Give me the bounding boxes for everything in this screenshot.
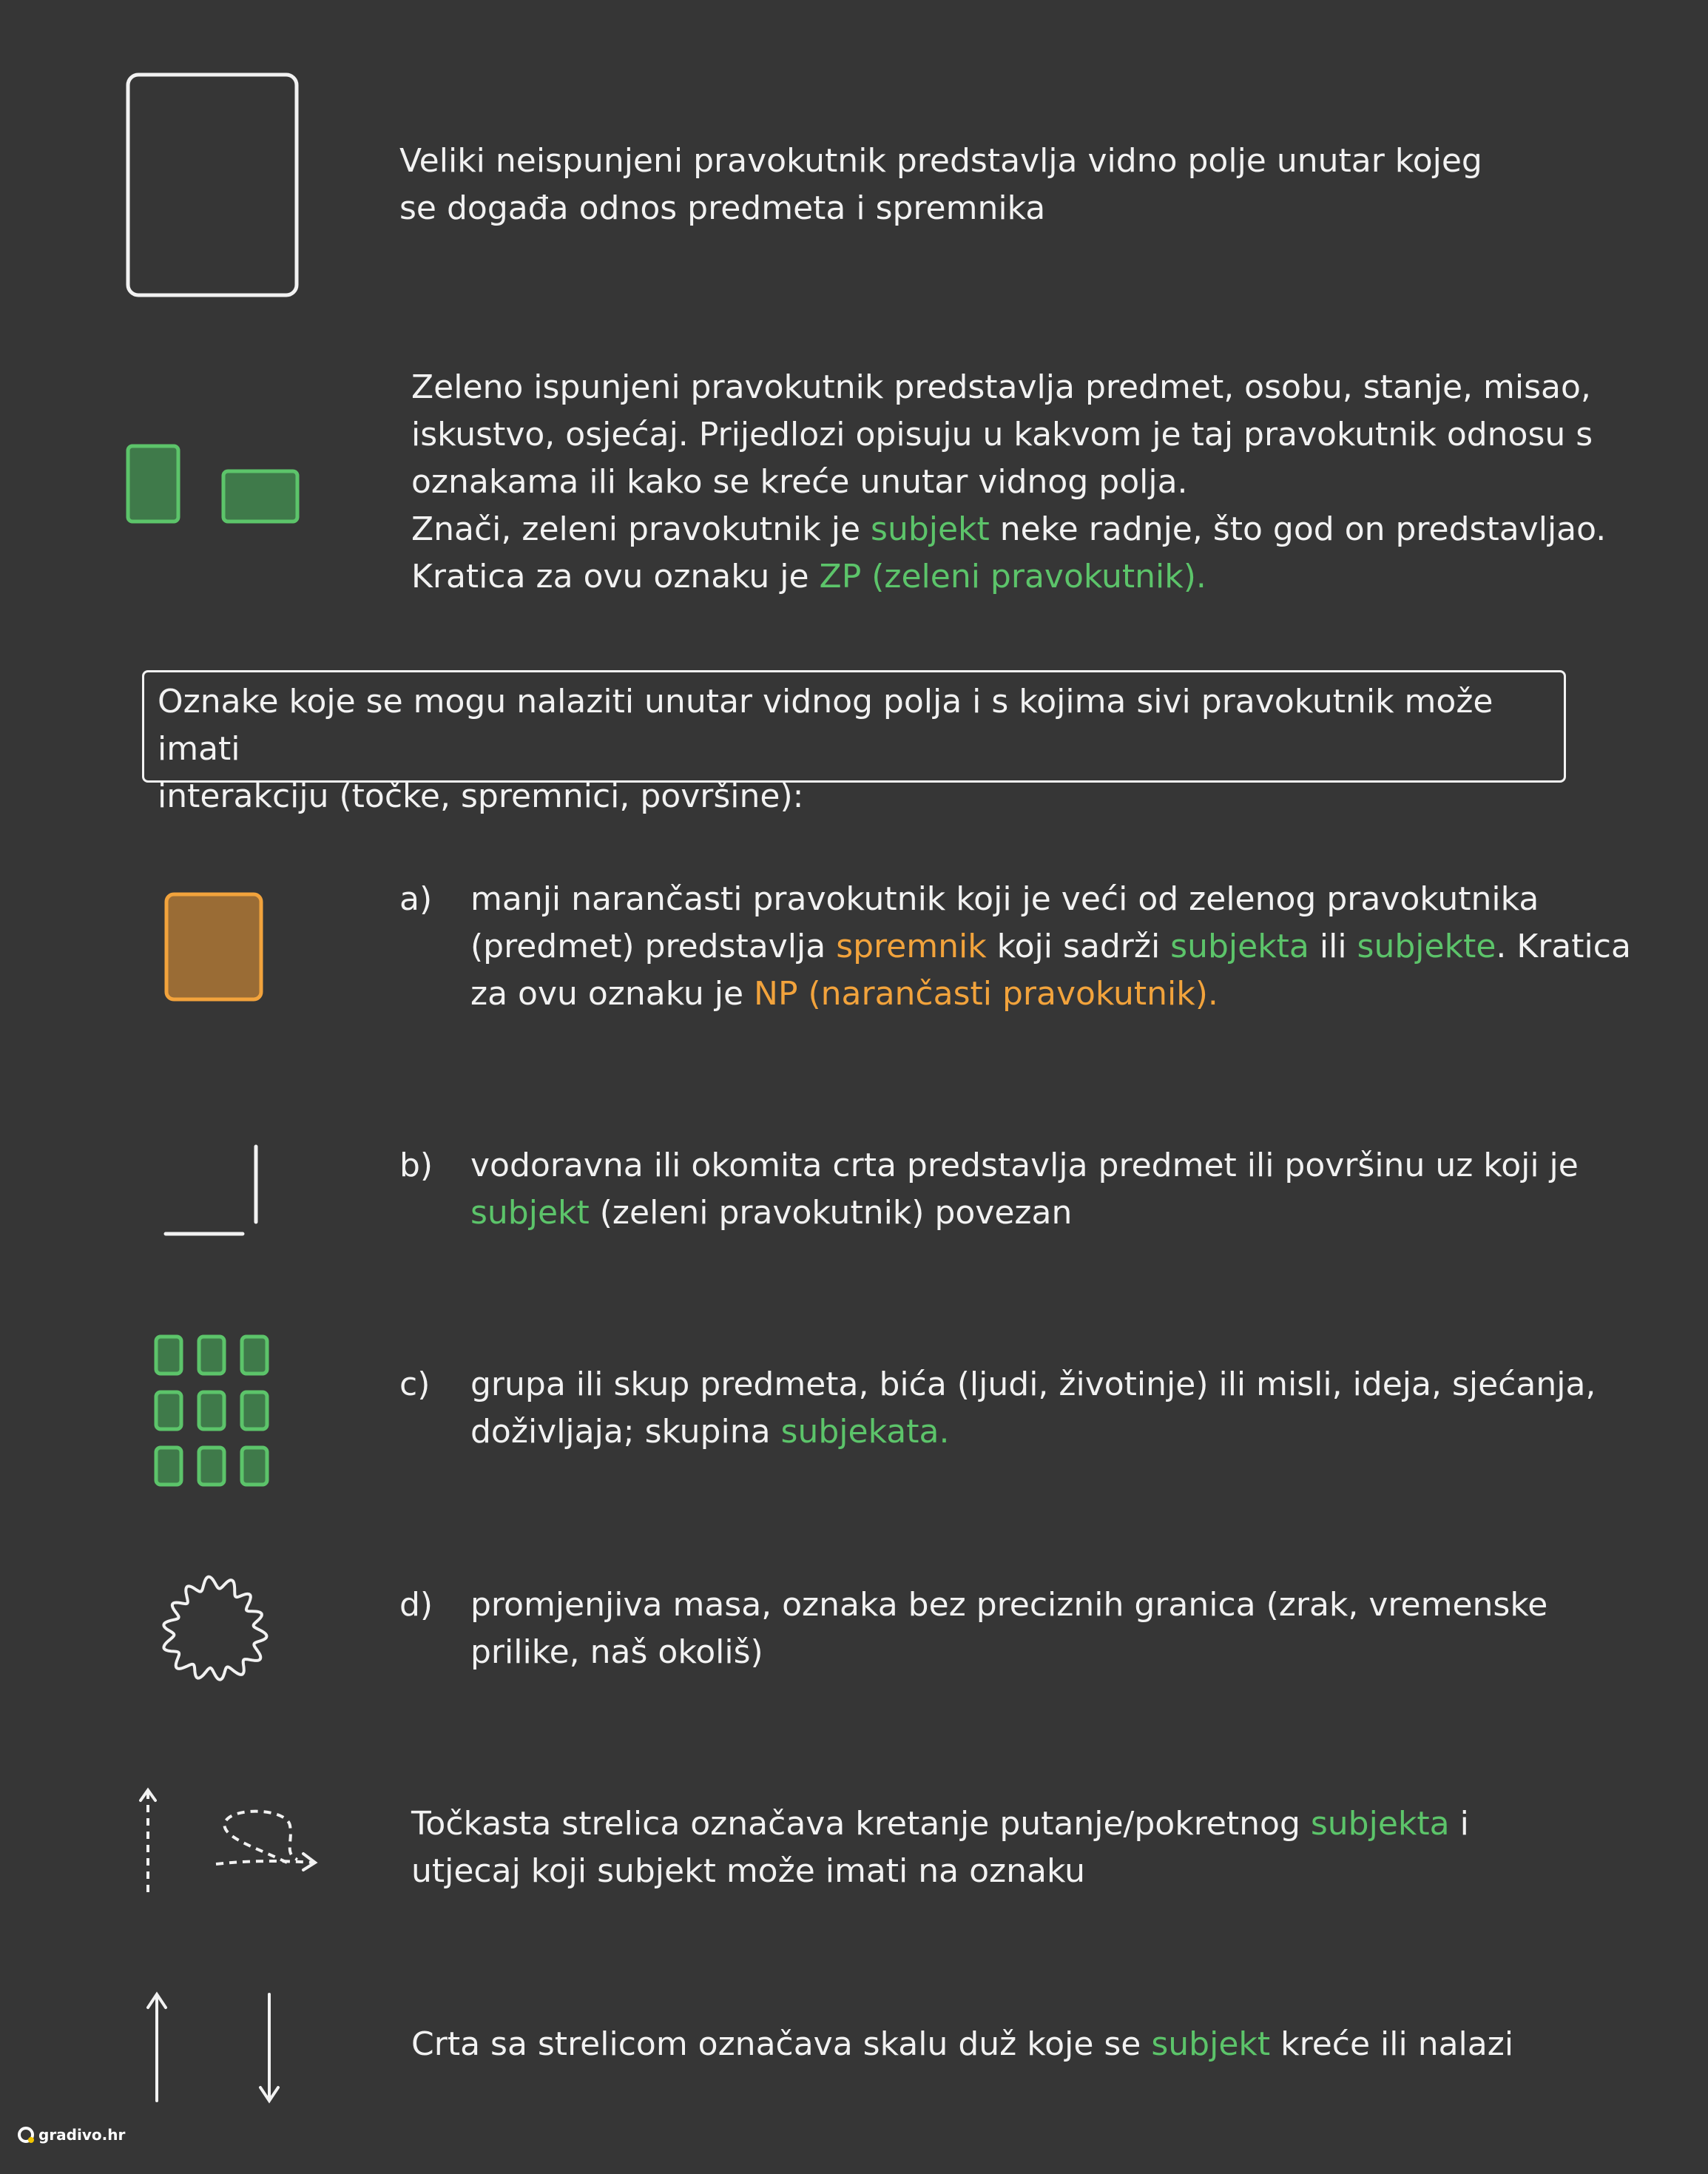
green-line-4: Znači, zeleni pravokutnik je subjekt neke radnje, što god on predstavljao.	[411, 510, 1607, 548]
item-d-text	[470, 1581, 1669, 1676]
grid-cell	[242, 1448, 267, 1485]
item-c-text	[470, 1361, 1669, 1456]
subjekte-highlight: subjekte	[1357, 928, 1496, 965]
subjekt-highlight: subjekt	[470, 1194, 590, 1232]
subjekt-highlight: subjekt	[1151, 2025, 1271, 2063]
spremnik-highlight: spremnik	[836, 928, 987, 965]
dotted-line-1: Točkasta strelica označava kretanje putanje/pokretnog subjekta i	[411, 1805, 1469, 1843]
green-line-2: iskustvo, osjećaj. Prijedlozi opisuju u kakvom je taj pravokutnik odnosu s	[411, 416, 1593, 453]
gradivo-logo-icon	[18, 2127, 34, 2143]
item-d-marker: d)	[399, 1586, 433, 1624]
item-b-marker: b)	[399, 1147, 433, 1184]
item-a-line-3: za ovu oznaku je NP (narančasti pravokutnik).	[470, 975, 1218, 1013]
item-d-line-2: prilike, naš okoliš)	[470, 1633, 763, 1671]
grid-cell	[156, 1337, 181, 1374]
grid-cell	[199, 1337, 224, 1374]
dotted-arrows-icon	[139, 1786, 324, 1897]
green-rectangles-icon	[126, 444, 303, 525]
grid-cell	[242, 1337, 267, 1374]
subjekt-highlight: subjekt	[871, 510, 990, 548]
item-a-line-2: (predmet) predstavlja spremnik koji sadrži subjekta ili subjekte. Kratica	[470, 928, 1631, 965]
logo-text: gradivo.hr	[38, 2126, 126, 2144]
line-surface-icon	[164, 1144, 260, 1237]
zp-highlight: ZP (zeleni pravokutnik).	[819, 558, 1206, 595]
empty-rectangle-icon	[126, 72, 300, 297]
orange-rectangle-icon	[164, 892, 263, 1002]
green-line-5: Kratica za ovu oznaku je ZP (zeleni pravokutnik).	[411, 558, 1206, 595]
field-line-2: se događa odnos predmeta i spremnika	[399, 189, 1046, 227]
field-description	[399, 138, 1583, 232]
grid-cell	[242, 1392, 267, 1429]
green-description	[411, 364, 1669, 601]
np-highlight: NP (narančasti pravokutnik).	[754, 975, 1218, 1013]
field-line-1: Veliki neispunjeni pravokutnik predstavlja vidno polje unutar kojeg	[399, 142, 1482, 180]
gradivo-logo[interactable]	[18, 2126, 125, 2144]
item-b-line-2: subjekt (zeleni pravokutnik) povezan	[470, 1194, 1073, 1232]
subjekta-highlight: subjekta	[1310, 1805, 1450, 1843]
boxed-note	[142, 670, 1566, 815]
item-a-marker: a)	[399, 880, 433, 918]
item-c-line-2: doživljaja; skupina subjekata.	[470, 1413, 950, 1451]
item-a-text	[470, 876, 1669, 1018]
scale-line-1: Crta sa strelicom označava skalu duž koje se subjekt kreće ili nalazi	[411, 2025, 1514, 2063]
boxed-note-line-1: Oznake koje se mogu nalaziti unutar vidnog polja i s kojima sivi pravokutnik može imati	[158, 683, 1493, 768]
scale-arrows-icon	[145, 1990, 286, 2107]
scale-description	[411, 2021, 1669, 2068]
item-c-marker: c)	[399, 1365, 431, 1403]
item-b-line-1: vodoravna ili okomita crta predstavlja predmet ili površinu uz koji je	[470, 1147, 1579, 1184]
item-a-line-1: manji narančasti pravokutnik koji je veći od zelenog pravokutnika	[470, 880, 1539, 918]
subjekata-highlight: subjekata.	[780, 1413, 950, 1451]
dotted-line-2: utjecaj koji subjekt može imati na oznaku	[411, 1852, 1085, 1890]
boxed-note-line-2: interakciju (točke, spremnici, površine):	[158, 777, 804, 815]
wavy-blob-icon	[157, 1573, 272, 1688]
grid-cell	[156, 1448, 181, 1485]
item-b-text	[470, 1142, 1669, 1237]
blob-outline	[163, 1577, 266, 1680]
item-d-line-1: promjenjiva masa, oznaka bez preciznih granica (zrak, vremenske	[470, 1586, 1548, 1624]
green-line-3: oznakama ili kako se kreće unutar vidnog polja.	[411, 463, 1188, 501]
grid-cell	[199, 1448, 224, 1485]
green-grid-icon	[154, 1334, 272, 1487]
grid-cell	[199, 1392, 224, 1429]
green-line-1: Zeleno ispunjeni pravokutnik predstavlja predmet, osobu, stanje, misao,	[411, 368, 1591, 406]
dotted-description	[411, 1800, 1669, 1895]
grid-cell	[156, 1392, 181, 1429]
item-c-line-1: grupa ili skup predmeta, bića (ljudi, životinje) ili misli, ideja, sjećanja,	[470, 1365, 1596, 1403]
subjekta-highlight: subjekta	[1170, 928, 1309, 965]
